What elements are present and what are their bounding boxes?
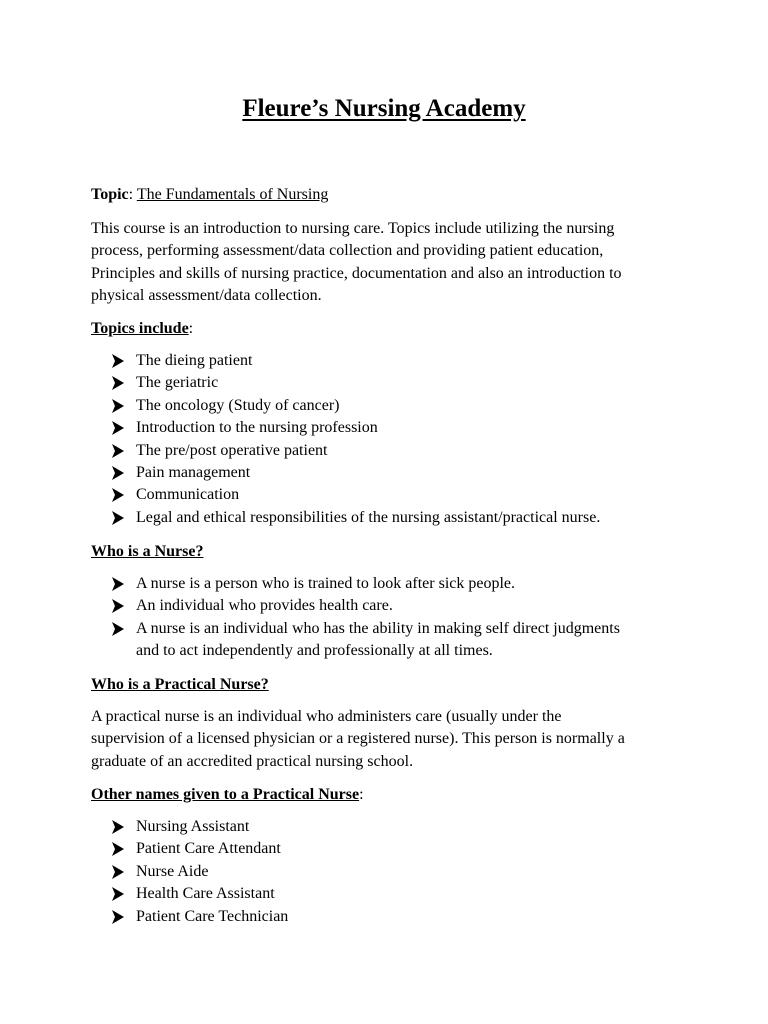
list-item-text: Communication — [136, 486, 240, 504]
list-item-text: The pre/post operative patient — [136, 441, 328, 459]
list-item — [91, 440, 691, 462]
arrow-bullet-icon — [111, 417, 125, 439]
list-item — [91, 838, 691, 860]
topics-include-colon: : — [188, 320, 194, 337]
list-item-text: Health Care Assistant — [136, 885, 275, 903]
intro-line: process, performing assessment/data collection and providing patient education, — [91, 242, 604, 260]
list-item — [91, 883, 691, 905]
intro-paragraph — [91, 218, 691, 308]
list-item — [91, 595, 691, 617]
arrow-bullet-icon — [111, 618, 125, 640]
list-item — [91, 395, 691, 417]
arrow-bullet-icon — [111, 350, 125, 372]
arrow-bullet-icon — [111, 861, 125, 883]
practical-line: supervision of a licensed physician or a registered nurse). This person is normally a — [91, 730, 625, 748]
list-item-text: Legal and ethical responsibilities of the nursing assistant/practical nurse. — [136, 508, 601, 526]
list-item — [91, 573, 691, 595]
who-practical-label: Who is a Practical Nurse? — [91, 676, 269, 693]
topics-include-heading — [91, 318, 691, 340]
list-item-text: Pain management — [136, 464, 251, 482]
list-item — [91, 618, 691, 663]
topic-line — [91, 184, 691, 206]
document-title: Fleure’s Nursing Academy — [242, 95, 526, 122]
list-item-text: Introduction to the nursing profession — [136, 419, 378, 437]
arrow-bullet-icon — [111, 484, 125, 506]
list-item-text: Nursing Assistant — [136, 818, 250, 835]
list-item — [91, 484, 691, 506]
arrow-bullet-icon — [111, 507, 125, 529]
list-item-text: A nurse is a person who is trained to look after sick people. — [136, 575, 516, 592]
arrow-bullet-icon — [111, 906, 125, 928]
list-item-text: The oncology (Study of cancer) — [136, 396, 340, 414]
topics-include-label: Topics include — [91, 320, 189, 337]
practical-paragraph — [91, 706, 691, 773]
list-item-text: An individual who provides health care. — [136, 597, 393, 615]
arrow-bullet-icon — [111, 372, 125, 394]
who-nurse-list — [91, 573, 691, 663]
arrow-bullet-icon — [111, 573, 125, 595]
list-item-text: A nurse is an individual who has the ability in making self direct judgments — [136, 619, 620, 637]
list-item — [91, 861, 691, 883]
other-names-heading — [91, 784, 691, 806]
practical-line: A practical nurse is an individual who administers care (usually under the — [91, 708, 562, 725]
list-item-text: Patient Care Technician — [136, 907, 289, 925]
list-item-text: The geriatric — [136, 374, 219, 392]
who-nurse-heading — [91, 541, 691, 563]
other-names-list — [91, 816, 691, 928]
list-item-text: Patient Care Attendant — [136, 840, 281, 858]
list-item — [91, 906, 691, 928]
arrow-bullet-icon — [111, 462, 125, 484]
topics-list — [91, 350, 691, 529]
intro-line: Principles and skills of nursing practice, documentation and also an introduction to — [91, 264, 622, 282]
other-names-colon: : — [359, 786, 364, 803]
intro-line: physical assessment/data collection. — [91, 287, 322, 305]
list-item — [91, 462, 691, 484]
list-item — [91, 372, 691, 394]
list-item — [91, 350, 691, 372]
arrow-bullet-icon — [111, 883, 125, 905]
list-item — [91, 417, 691, 439]
list-item-text: The dieing patient — [136, 352, 253, 369]
arrow-bullet-icon — [111, 440, 125, 462]
arrow-bullet-icon — [111, 838, 125, 860]
arrow-bullet-icon — [111, 595, 125, 617]
list-item — [91, 507, 691, 529]
arrow-bullet-icon — [111, 395, 125, 417]
topic-value: The Fundamentals of Nursing — [136, 186, 329, 203]
list-item-text: Nurse Aide — [136, 862, 209, 880]
who-practical-heading — [91, 674, 691, 696]
arrow-bullet-icon — [111, 816, 125, 838]
practical-line: graduate of an accredited practical nursing school. — [91, 752, 414, 770]
topic-separator: : — [128, 186, 137, 203]
list-item — [91, 816, 691, 838]
list-item-text: and to act independently and professionally at all times. — [136, 642, 493, 660]
other-names-label: Other names given to a Practical Nurse — [91, 786, 360, 803]
topic-label: Topic — [91, 186, 129, 203]
intro-line: This course is an introduction to nursing care. Topics include utilizing the nursing — [91, 220, 615, 237]
who-nurse-label: Who is a Nurse? — [91, 543, 204, 560]
